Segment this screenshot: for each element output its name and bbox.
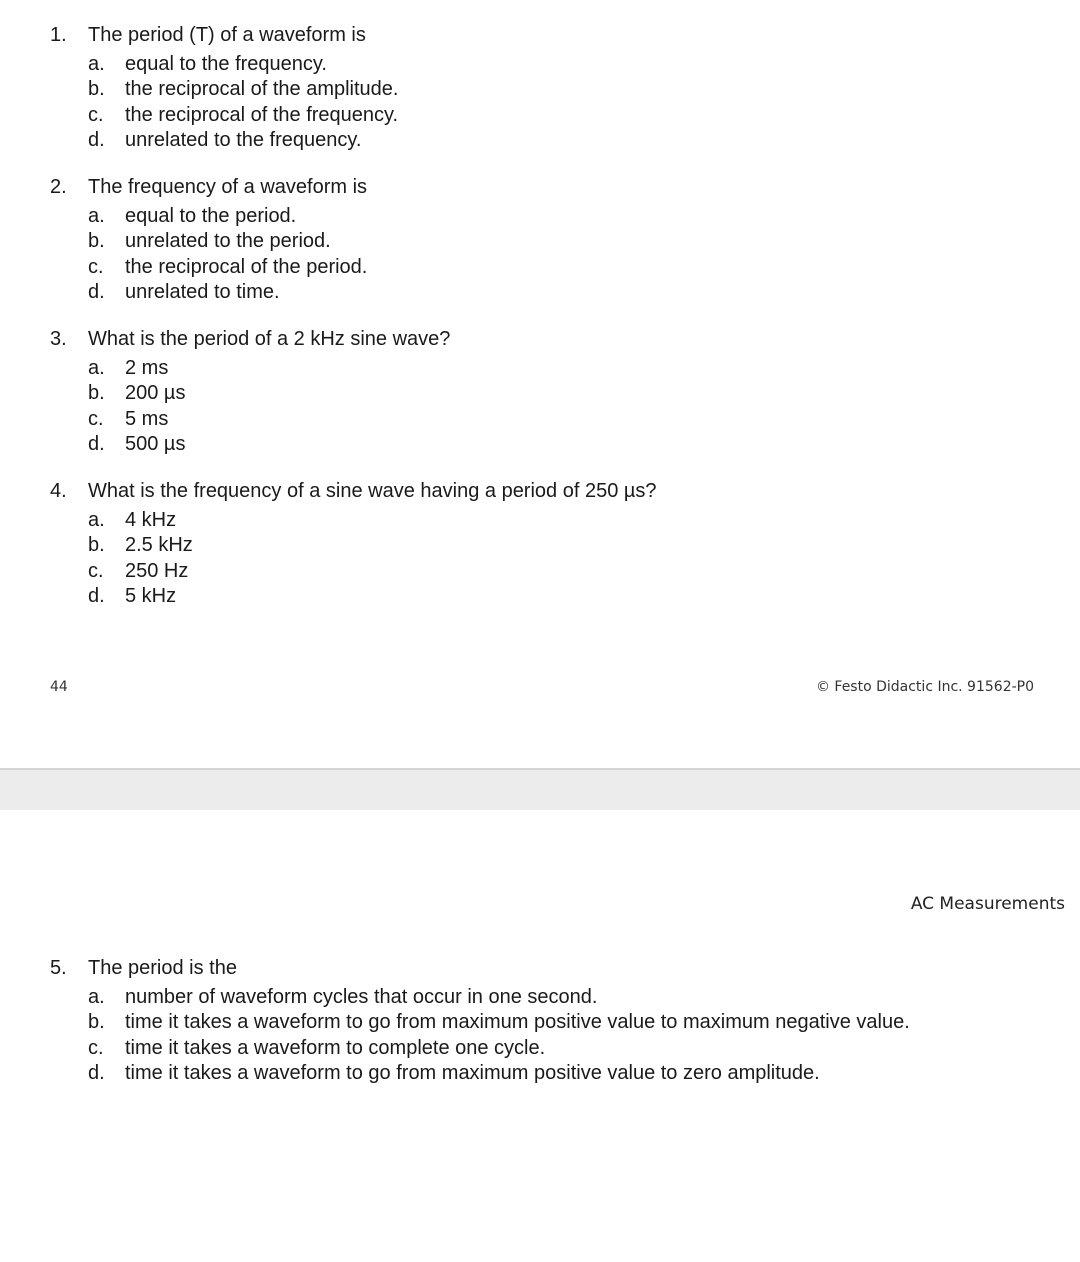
option-letter: a. (88, 357, 105, 379)
option-letter: d. (88, 1061, 105, 1084)
option-text: 5 kHz (125, 584, 177, 607)
option-text: unrelated to the frequency. (125, 128, 362, 151)
question-1 (50, 23, 1050, 153)
answer-option-c (88, 103, 1050, 128)
option-text: the reciprocal of the amplitude. (125, 78, 399, 101)
copyright-notice: © Festo Didactic Inc. 91562-P0 (815, 679, 1034, 695)
option-text: equal to the period. (125, 205, 297, 227)
option-letter: c. (88, 407, 104, 430)
option-letter: a. (88, 53, 105, 75)
option-text: equal to the frequency. (125, 53, 327, 75)
option-text: unrelated to time. (125, 280, 280, 303)
option-letter: c. (88, 255, 104, 278)
question-number: 2. (50, 176, 67, 198)
option-letter: c. (88, 103, 104, 126)
option-text: 500 µs (125, 432, 186, 455)
option-letter: d. (88, 128, 105, 151)
page-number: 44 (50, 679, 68, 695)
option-text: unrelated to the period. (125, 230, 331, 253)
option-text: 200 µs (125, 382, 186, 405)
option-letter: d. (88, 584, 105, 607)
option-letter: a. (88, 509, 105, 531)
answer-option-d (88, 128, 1050, 153)
option-text: time it takes a waveform to go from maximum positive value to zero amplitude. (125, 1061, 820, 1084)
answer-option-d (88, 584, 1050, 609)
question-2 (50, 175, 1050, 305)
answer-option-c (88, 407, 1050, 432)
answer-option-d (88, 280, 1050, 305)
question-stem: The frequency of a waveform is (88, 176, 368, 198)
option-letter: d. (88, 280, 105, 303)
answer-option-a (88, 52, 1050, 77)
question-3 (50, 327, 1050, 457)
question-number: 5. (50, 957, 67, 979)
answer-option-a (88, 508, 1050, 533)
document-page-45 (0, 810, 1080, 1262)
answer-option-c (88, 559, 1050, 584)
option-letter: b. (88, 78, 105, 101)
option-text: the reciprocal of the period. (125, 255, 368, 278)
answer-option-c (88, 1036, 1050, 1061)
answer-option-a (88, 356, 1050, 381)
option-text: 2.5 kHz (125, 534, 193, 557)
answer-option-d (88, 1061, 1050, 1086)
answer-option-b (88, 381, 1050, 406)
question-stem: The period (T) of a waveform is (88, 24, 366, 46)
option-letter: b. (88, 230, 105, 253)
question-stem: What is the period of a 2 kHz sine wave? (88, 328, 451, 350)
option-letter: b. (88, 1011, 105, 1034)
running-header: AC Measurements (910, 894, 1065, 914)
option-text: number of waveform cycles that occur in one second. (125, 986, 598, 1008)
answer-option-b (88, 77, 1050, 102)
option-text: time it takes a waveform to complete one cycle. (125, 1036, 546, 1059)
option-letter: b. (88, 534, 105, 557)
option-letter: a. (88, 205, 105, 227)
option-letter: a. (88, 986, 105, 1008)
answer-option-b (88, 1010, 1050, 1035)
option-text: 4 kHz (125, 509, 177, 531)
option-text: time it takes a waveform to go from maximum positive value to maximum negative value. (125, 1011, 910, 1034)
option-letter: c. (88, 559, 104, 582)
answer-option-b (88, 533, 1050, 558)
answer-option-d (88, 432, 1050, 457)
question-number: 3. (50, 328, 67, 350)
answer-option-b (88, 229, 1050, 254)
option-text: 2 ms (125, 357, 169, 379)
answer-option-a (88, 985, 1050, 1010)
question-stem: The period is the (88, 957, 237, 979)
option-text: 5 ms (125, 407, 169, 430)
question-number: 4. (50, 480, 67, 502)
page-separator (0, 768, 1080, 810)
option-text: the reciprocal of the frequency. (125, 103, 399, 126)
question-number: 1. (50, 24, 67, 46)
question-4 (50, 479, 1050, 609)
option-letter: b. (88, 382, 105, 405)
option-text: 250 Hz (125, 559, 189, 582)
option-letter: c. (88, 1036, 104, 1059)
question-stem: What is the frequency of a sine wave having a period of 250 µs? (88, 480, 657, 502)
answer-option-a (88, 204, 1050, 229)
answer-option-c (88, 255, 1050, 280)
question-5 (50, 956, 1050, 1086)
option-letter: d. (88, 432, 105, 455)
